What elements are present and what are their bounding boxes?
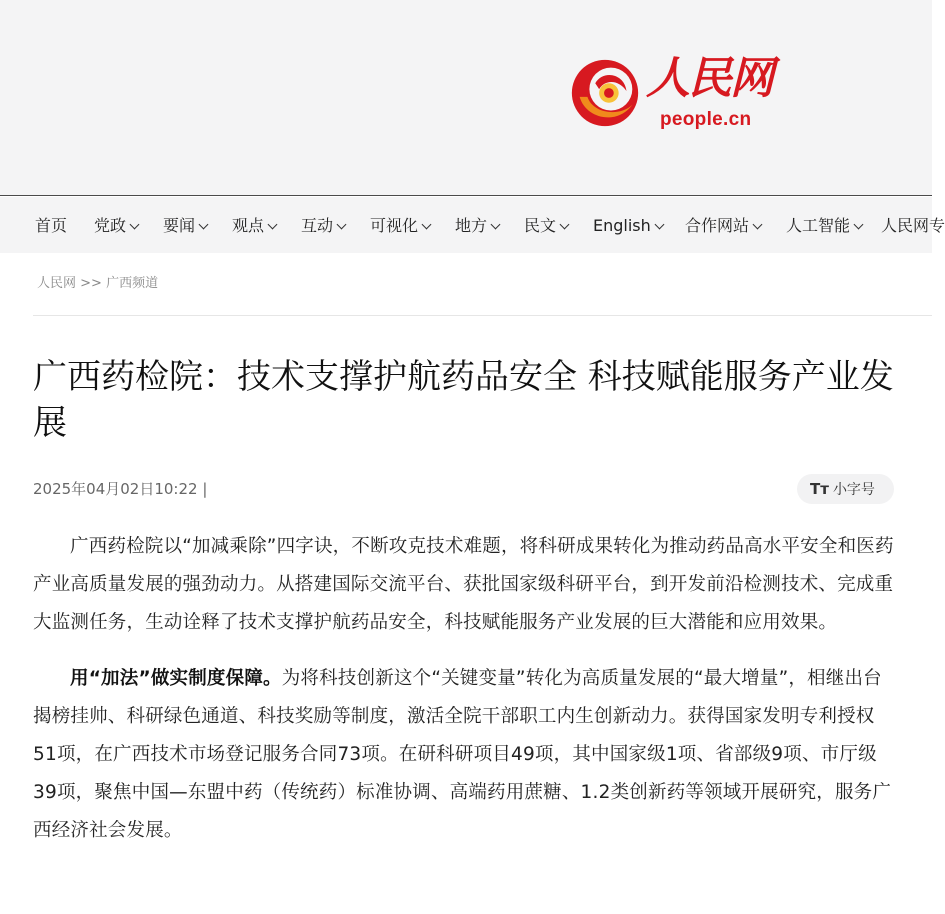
breadcrumb-channel-link[interactable]: 广西频道 bbox=[106, 276, 159, 291]
chevron-down-icon bbox=[337, 220, 347, 230]
nav-label: English bbox=[593, 216, 651, 235]
nav-item-visual[interactable] bbox=[370, 197, 430, 253]
logo-chinese-name: 人民网 bbox=[646, 53, 772, 104]
breadcrumb bbox=[37, 275, 158, 293]
chevron-down-icon bbox=[491, 220, 501, 230]
chevron-down-icon bbox=[654, 220, 664, 230]
people-cn-logo[interactable] bbox=[566, 50, 796, 140]
font-size-toggle-button[interactable] bbox=[797, 474, 894, 504]
meta-separator: | bbox=[202, 480, 208, 498]
nav-item-special[interactable] bbox=[881, 197, 945, 253]
nav-item-partners[interactable] bbox=[685, 197, 761, 253]
paragraph-text: 广西药检院以“加减乘除”四字诀，不断攻克技术难题，将科研成果转化为推动药品高水平安全和医药产业高质量发展的强劲动力。从搭建国际交流平台、获批国家级科研平台，到开发前沿检测技术、完成重大监测任务，生动诠释了技术支撑护航药品安全，科技赋能服务产业发展的巨大潜能和应用效果。 bbox=[33, 536, 894, 633]
breadcrumb-home-link[interactable]: 人民网 bbox=[37, 276, 77, 291]
nav-label: 首页 bbox=[35, 216, 68, 235]
nav-item-ai[interactable] bbox=[786, 197, 862, 253]
breadcrumb-separator: >> bbox=[80, 276, 102, 291]
nav-label: 民文 bbox=[524, 216, 557, 235]
paragraph-lead: 用“加法”做实制度保障。 bbox=[70, 668, 282, 689]
article-body bbox=[33, 528, 895, 868]
nav-label: 合作网站 bbox=[685, 216, 750, 235]
nav-label: 人民网专 bbox=[881, 216, 945, 235]
nav-item-party-gov[interactable] bbox=[94, 197, 138, 253]
article-meta bbox=[33, 479, 207, 499]
breadcrumb-divider bbox=[33, 315, 932, 316]
chevron-down-icon bbox=[199, 220, 209, 230]
chevron-down-icon bbox=[130, 220, 140, 230]
logo-domain: people.cn bbox=[660, 109, 752, 130]
page-title: 广西药检院：技术支撑护航药品安全 科技赋能服务产业发展 bbox=[33, 357, 894, 443]
nav-label: 可视化 bbox=[370, 216, 419, 235]
nav-label: 人工智能 bbox=[786, 216, 851, 235]
paragraph-text: 为将科技创新这个“关键变量”转化为高质量发展的“最大增量”，相继出台揭榜挂帅、科研绿色通道、科技奖励等制度，激活全院干部职工内生创新动力。获得国家发明专利授权51项，在广西技术市场登记服务合同73项。在研科研项目49项，其中国家级1项、省部级9项、市厅级39项，聚焦中国—东盟中药（传统药）标准协调、高端药用蔗糖、1.2类创新药等领域开展研究，服务广西经济社会发展。 bbox=[33, 668, 892, 841]
article-datetime: 2025年04月02日10:22 bbox=[33, 480, 198, 498]
article-paragraph bbox=[33, 528, 895, 642]
nav-label: 党政 bbox=[94, 216, 127, 235]
nav-item-english[interactable] bbox=[593, 197, 663, 253]
nav-item-opinion[interactable] bbox=[232, 197, 276, 253]
nav-item-interact[interactable] bbox=[301, 197, 345, 253]
nav-label: 互动 bbox=[301, 216, 334, 235]
nav-item-headlines[interactable] bbox=[163, 197, 207, 253]
nav-label: 观点 bbox=[232, 216, 265, 235]
logo-swirl-icon bbox=[566, 54, 644, 132]
font-toggle-label: 小字号 bbox=[832, 482, 875, 498]
nav-item-home[interactable] bbox=[35, 197, 67, 253]
nav-item-ethnic[interactable] bbox=[524, 197, 568, 253]
nav-label: 地方 bbox=[455, 216, 488, 235]
article-paragraph bbox=[33, 660, 895, 850]
nav-label: 要闻 bbox=[163, 216, 196, 235]
nav-item-local[interactable] bbox=[455, 197, 499, 253]
main-nav bbox=[0, 197, 945, 253]
chevron-down-icon bbox=[268, 220, 278, 230]
chevron-down-icon bbox=[560, 220, 570, 230]
chevron-down-icon bbox=[753, 220, 763, 230]
chevron-down-icon bbox=[854, 220, 864, 230]
site-header bbox=[0, 0, 932, 196]
font-size-icon: Tт bbox=[810, 480, 829, 498]
chevron-down-icon bbox=[422, 220, 432, 230]
